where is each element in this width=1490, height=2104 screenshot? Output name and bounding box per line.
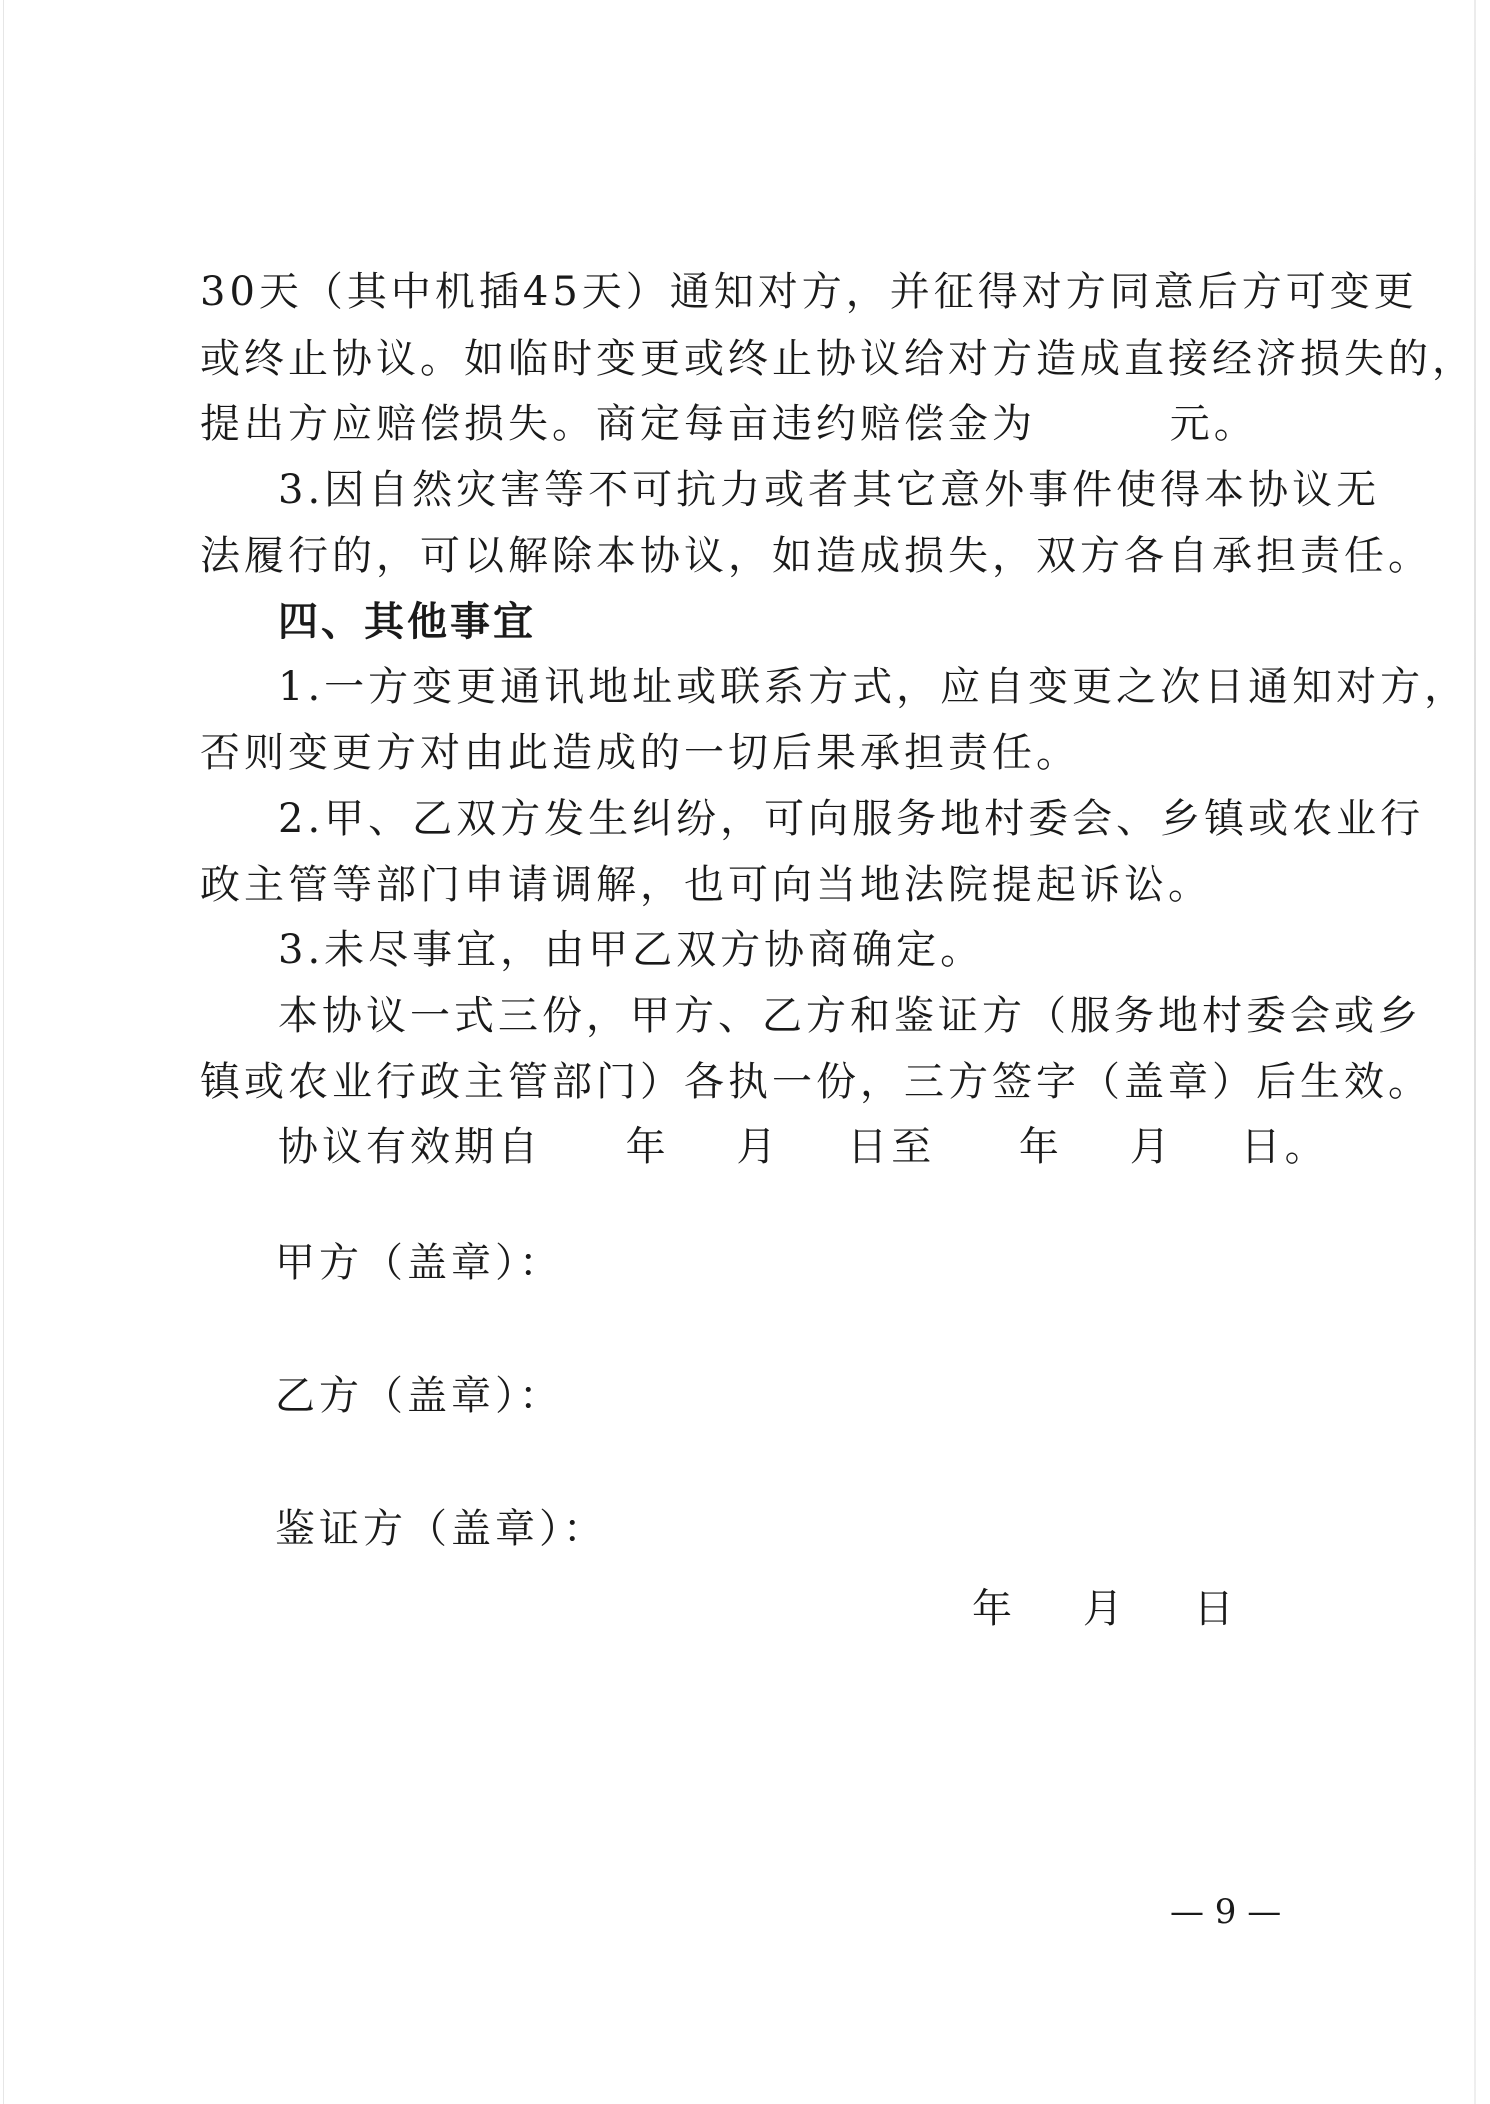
witness-seal-label: 鉴证方（盖章）： [275, 1506, 607, 1552]
paragraph-line: 3.未尽事宜，由甲乙双方协商确定。 [278, 927, 985, 973]
paragraph-line: 本协议一式三份，甲方、乙方和鉴证方（服务地村委会或乡 [278, 993, 1422, 1039]
paragraph-line: 2.甲、乙双方发生纠纷，可向服务地村委会、乡镇或农业行 [278, 796, 1425, 842]
paragraph-line: 30天（其中机插45天）通知对方，并征得对方同意后方可变更 [200, 269, 1418, 315]
paragraph-line: 提出方应赔偿损失。商定每亩违约赔偿金为 元。 [200, 401, 1258, 447]
paragraph-line: 镇或农业行政主管部门）各执一份，三方签字（盖章）后生效。 [200, 1059, 1432, 1105]
paragraph-line: 或终止协议。如临时变更或终止协议给对方造成直接经济损失的， [200, 336, 1476, 382]
validity-period-line: 协议有效期自 年 月 日至 年 月 日。 [278, 1124, 1329, 1170]
paragraph-line: 否则变更方对由此造成的一切后果承担责任。 [200, 730, 1080, 776]
scan-edge-right [1474, 0, 1476, 2104]
paragraph-line: 3.因自然灾害等不可抗力或者其它意外事件使得本协议无 [278, 467, 1381, 513]
party-a-seal-label: 甲方（盖章）： [275, 1240, 563, 1286]
scan-edge-left [3, 0, 4, 2104]
paragraph-line: 1.一方变更通讯地址或联系方式，应自变更之次日通知对方， [278, 664, 1469, 710]
section-heading: 四、其他事宜 [278, 599, 536, 645]
paragraph-line: 法履行的，可以解除本协议，如造成损失，双方各自承担责任。 [200, 533, 1432, 579]
signing-date: 年 月 日 [972, 1586, 1238, 1632]
party-b-seal-label: 乙方（盖章）： [275, 1373, 563, 1419]
page-number: — 9 — [1170, 1892, 1282, 1932]
paragraph-line: 政主管等部门申请调解，也可向当地法院提起诉讼。 [200, 862, 1212, 908]
